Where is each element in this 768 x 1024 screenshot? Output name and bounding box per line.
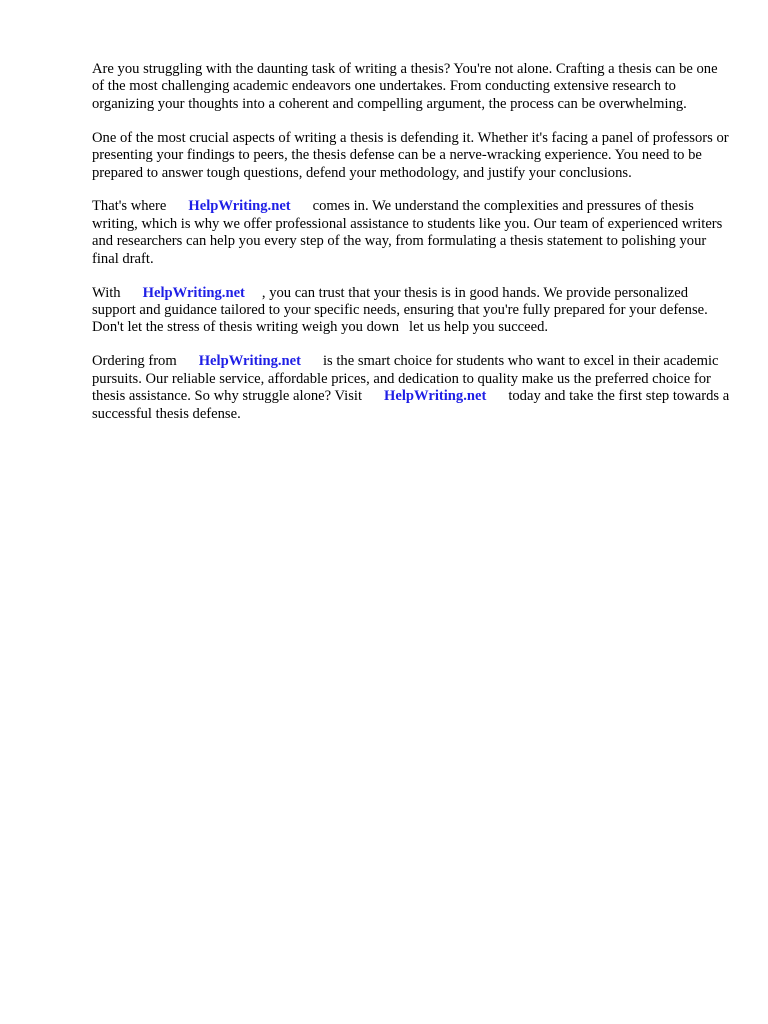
- paragraph-intro: Are you struggling with the daunting task of writing a thesis? You're not alone. Crafting a thesis can be one of the most challenging academic endeavors one undertakes. From conducting extensive research to organizing your thoughts into a coherent and compelling argument, the process can be overwhelming.: [92, 61, 718, 112]
- paragraph-text: today and take the first step towards a successful thesis defense.: [92, 388, 730, 422]
- paragraph-ordering: [92, 353, 732, 423]
- paragraph-text: That's where: [92, 198, 167, 215]
- paragraph-text: Ordering from: [92, 353, 177, 370]
- helpwriting-link[interactable]: HelpWriting.net: [198, 353, 301, 370]
- paragraph-text: let us help you succeed.: [409, 319, 549, 336]
- paragraph-thats-where: [92, 198, 732, 268]
- helpwriting-link[interactable]: HelpWriting.net: [142, 284, 245, 301]
- document-body: [92, 61, 732, 439]
- paragraph-text: , you can trust that your thesis is in good hands. We provide personalized support and guidance tailored to your specific needs, ensuring that you're fully prepared for your defense. Don't let the stress of thesis writing weigh you down: [92, 284, 708, 336]
- paragraph-text: is the smart choice for students who want to excel in their academic pursuits. Our reliable service, affordable prices, and dedication to quality make us the preferred choice for thesis assistance. So why struggle alone? Visit: [92, 353, 719, 405]
- paragraph-text: With: [92, 284, 121, 301]
- paragraph-with: [92, 285, 732, 337]
- helpwriting-link[interactable]: HelpWriting.net: [188, 198, 291, 215]
- helpwriting-link[interactable]: HelpWriting.net: [384, 388, 487, 405]
- paragraph-text: comes in. We understand the complexities and pressures of thesis writing, which is why we offer professional assistance to students like you. Our team of experienced writers and researchers can help you every step of the way, from formulating a thesis statement to polishing your final draft.: [92, 198, 723, 267]
- paragraph-defense: One of the most crucial aspects of writing a thesis is defending it. Whether it's facing a panel of professors or presenting your findings to peers, the thesis defense can be a nerve-wracking experience. You need to be prepared to answer tough questions, defend your methodology, and justify your conclusions.: [92, 129, 729, 181]
